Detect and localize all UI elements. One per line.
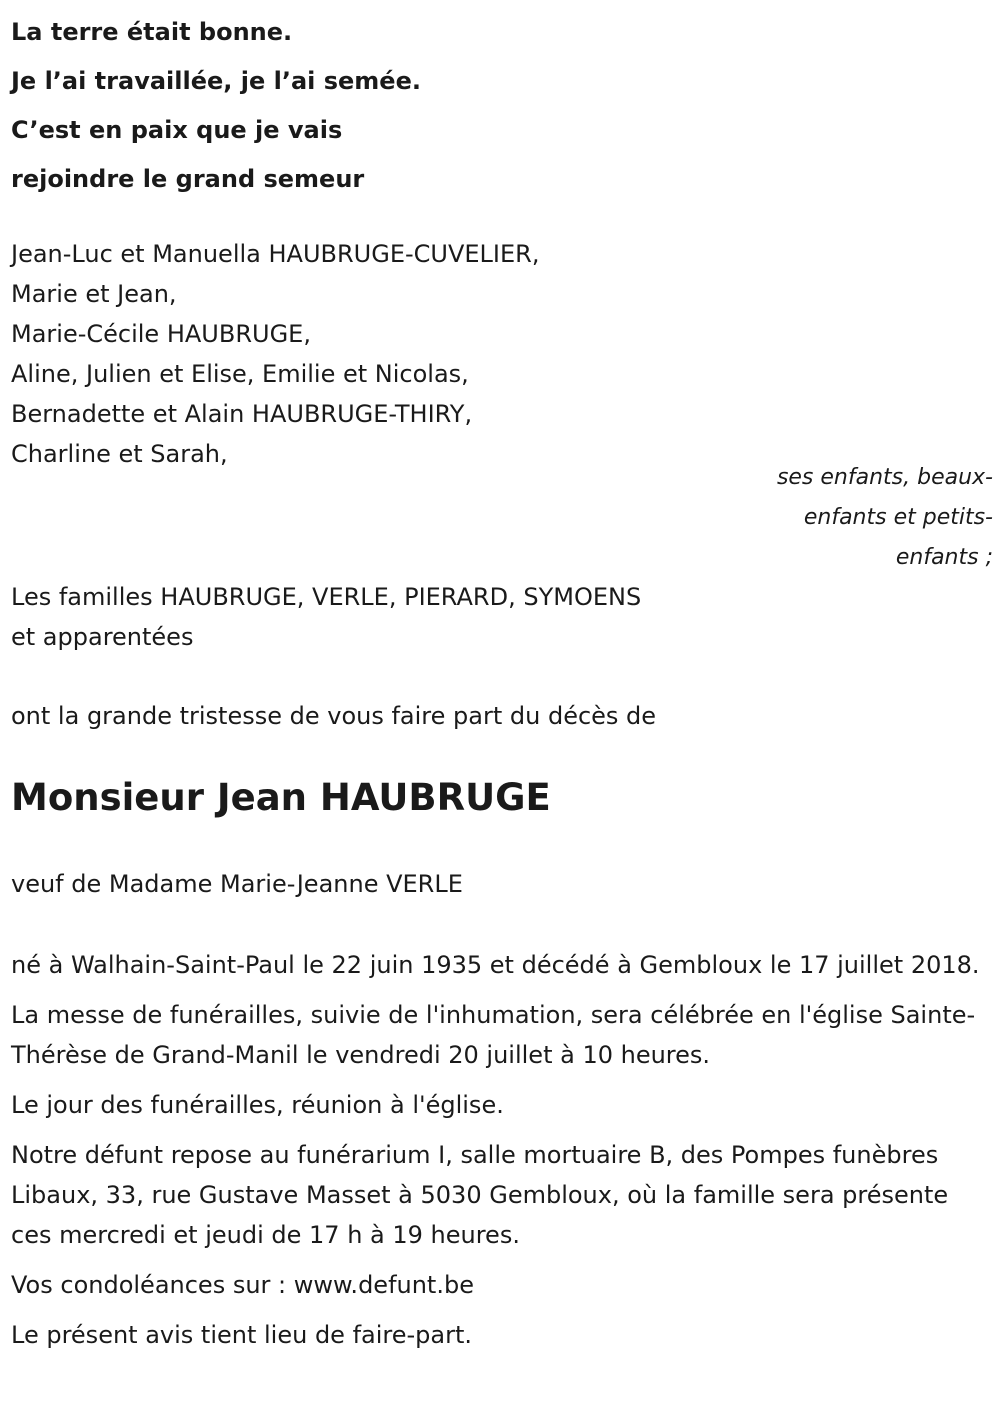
gathering-info: Le jour des funérailles, réunion à l'église. (11, 1091, 504, 1119)
funeral-mass: La messe de funérailles, suivie de l'inhumation, sera célébrée en l'église Sainte-Thérèse de Grand-Manil le vendredi 20 juillet à 10 heures. (11, 1001, 976, 1069)
announcement: ont la grande tristesse de vous faire part du décès de (11, 702, 657, 730)
notice-statement: Le présent avis tient lieu de faire-part. (11, 1321, 473, 1349)
widow-of: veuf de Madame Marie-Jeanne VERLE (11, 870, 463, 898)
condolences-link[interactable]: Vos condoléances sur : www.defunt.be (11, 1271, 474, 1299)
family-member-line: Charline et Sarah, (11, 440, 228, 468)
poem-line: Je l’ai travaillée, je l’ai semée. (11, 67, 421, 95)
family-members (11, 234, 539, 474)
family-member-line: Aline, Julien et Elise, Emilie et Nicolas, (11, 360, 469, 388)
funeral-home-info: Notre défunt repose au funérarium I, salle mortuaire B, des Pompes funèbres Libaux, 33, rue Gustave Masset à 5030 Gembloux, où la famille sera présente ces mercredi et jeudi de 17 h à 19 heures. (11, 1141, 949, 1249)
extended-family-line: Les familles HAUBRUGE, VERLE, PIERARD, SYMOENS (11, 583, 642, 611)
funeral-details (11, 945, 986, 1365)
family-relation: ses enfants, beaux-enfants et petits-enfants ; (776, 465, 993, 570)
family-member-line: Bernadette et Alain HAUBRUGE-THIRY, (11, 400, 473, 428)
poem-line: rejoindre le grand semeur (11, 165, 365, 193)
deceased-name: Monsieur Jean HAUBRUGE (11, 776, 551, 819)
extended-families (11, 577, 641, 657)
extended-family-line: et apparentées (11, 623, 194, 651)
poem-line: La terre était bonne. (11, 18, 293, 46)
family-member-line: Marie et Jean, (11, 280, 177, 308)
poem-line: C’est en paix que je vais (11, 116, 343, 144)
poem (11, 8, 421, 204)
family-member-line: Marie-Cécile HAUBRUGE, (11, 320, 311, 348)
birth-death-dates: né à Walhain-Saint-Paul le 22 juin 1935 et décédé à Gembloux le 17 juillet 2018. (11, 951, 980, 979)
family-member-line: Jean-Luc et Manuella HAUBRUGE-CUVELIER, (11, 240, 540, 268)
